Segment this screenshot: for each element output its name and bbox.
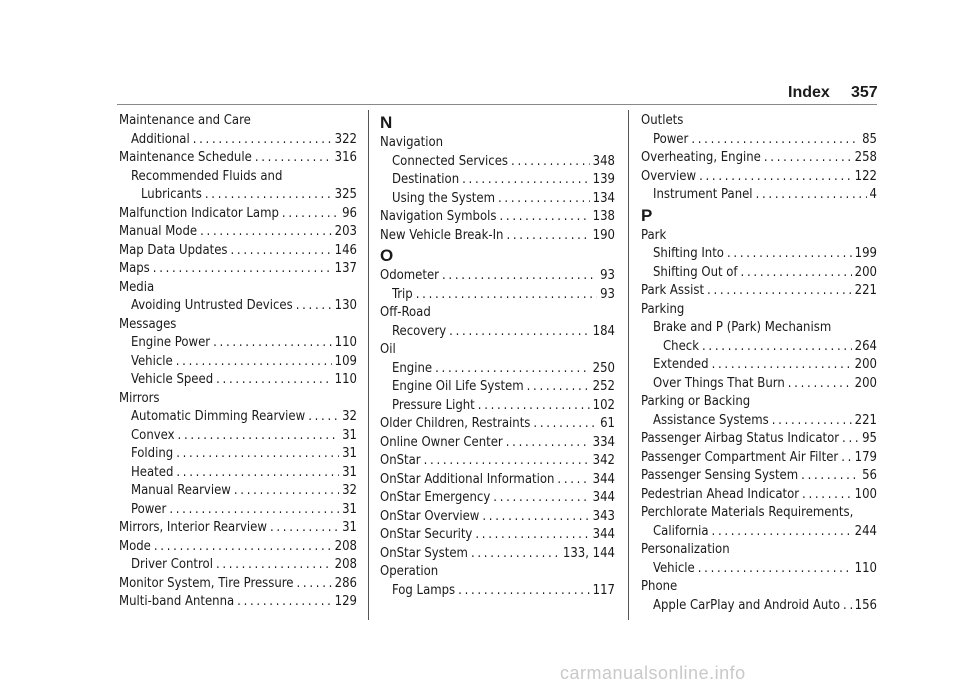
index-entry (380, 134, 615, 153)
index-entry (119, 593, 357, 612)
index-entry (380, 323, 615, 342)
dot-leader (282, 205, 339, 224)
index-entry-text: Odometer (380, 268, 439, 283)
index-entry-text: Driver Control (131, 557, 213, 572)
index-entry-text: Navigation Symbols (380, 209, 497, 224)
dot-leader (802, 486, 852, 505)
index-entry (641, 486, 877, 505)
index-entry-page: 100 (854, 486, 877, 502)
dot-leader (712, 356, 852, 375)
index-entry-page: 200 (854, 375, 877, 391)
dot-leader (727, 245, 852, 264)
dot-leader (153, 260, 332, 279)
index-entry-page: 316 (334, 150, 357, 165)
index-entry-text: Overheating, Engine (641, 150, 761, 165)
dot-leader (557, 471, 589, 490)
index-entry-page: 199 (854, 246, 877, 261)
index-entry-text: Assistance Systems (653, 412, 769, 428)
index-entry (119, 168, 357, 187)
dot-leader (449, 323, 590, 342)
index-entry-page: 134 (592, 190, 615, 206)
dot-leader (216, 556, 332, 575)
index-entry-text: Malfunction Indicator Lamp (119, 205, 279, 221)
dot-leader (308, 408, 339, 427)
index-entry-page: 258 (854, 150, 877, 165)
index-entry (119, 390, 357, 409)
index-entry (119, 538, 357, 557)
index-entry (119, 186, 357, 205)
dot-leader (213, 334, 332, 353)
index-entry-text: Multi-band Antenna (119, 594, 235, 609)
index-entry (641, 449, 877, 468)
dot-leader (255, 149, 332, 168)
index-entry (119, 297, 357, 316)
dot-leader (493, 489, 589, 508)
index-entry-text: Recommended Fluids and (131, 168, 283, 184)
dot-leader (764, 149, 852, 168)
index-entry-text: Passenger Sensing System (641, 468, 799, 483)
index-entry (380, 171, 615, 190)
index-entry (380, 286, 615, 305)
index-entry (119, 464, 357, 483)
index-entry-page: 31 (342, 501, 357, 517)
index-entry (119, 501, 357, 520)
index-entry-text: Trip (392, 286, 413, 302)
index-entry-page: 325 (334, 187, 357, 202)
dot-leader (842, 430, 859, 449)
index-entry-text: Mirrors, Interior Rearview (119, 520, 267, 535)
index-entry (119, 131, 357, 150)
index-entry-text: Online Owner Center (380, 434, 503, 450)
index-entry-page: 348 (592, 153, 615, 169)
index-entry-text: Monitor System, Tire Pressure (119, 575, 294, 591)
dot-leader (442, 267, 597, 286)
index-entry-page: 110 (334, 335, 357, 350)
dot-leader (234, 482, 339, 501)
index-entry (641, 597, 877, 616)
dot-leader (424, 452, 590, 471)
index-entry-page: 138 (592, 209, 615, 224)
index-entry-text: Navigation (380, 135, 444, 150)
index-entry-page: 244 (854, 523, 877, 539)
index-entry (641, 578, 877, 597)
index-entry (641, 338, 877, 357)
index-entry (119, 316, 357, 335)
index-entry-text: Personalization (641, 542, 730, 557)
index-entry-page: 32 (342, 483, 357, 498)
index-entry (641, 227, 877, 246)
index-entry (641, 523, 877, 542)
index-entry (641, 541, 877, 560)
index-entry-text: OnStar Overview (380, 508, 480, 524)
watermark: carmanualsonline.info (560, 663, 746, 683)
index-letter-heading: O (380, 246, 394, 265)
column-divider (368, 110, 369, 620)
dot-leader (511, 153, 590, 172)
index-entry-page: 93 (600, 286, 615, 302)
index-entry-page: 31 (342, 520, 357, 535)
index-entry-text: Mirrors (119, 390, 160, 406)
index-entry-text: Map Data Updates (119, 242, 228, 258)
index-entry-page: 344 (592, 471, 615, 487)
index-entry-text: Manual Mode (119, 224, 198, 239)
page-header (0, 84, 960, 104)
index-entry-text: Parking or Backing (641, 394, 751, 409)
dot-leader (527, 378, 590, 397)
index-entry-page: 139 (592, 172, 615, 187)
index-entry (380, 452, 615, 471)
index-entry (119, 149, 357, 168)
index-entry-page: 322 (334, 131, 357, 147)
index-entry (641, 467, 877, 486)
index-letter-heading: P (641, 205, 653, 225)
index-entry-page: 200 (854, 357, 877, 372)
index-entry-page: 146 (334, 242, 357, 258)
index-entry-page: 137 (334, 261, 357, 276)
index-entry (380, 227, 615, 246)
index-entry (641, 560, 877, 579)
index-entry-page: 4 (869, 187, 877, 202)
footer (0, 662, 960, 678)
index-entry-text: Shifting Into (653, 246, 724, 261)
index-entry-text: Parking (641, 301, 685, 317)
index-entry-text: Vehicle (653, 560, 695, 576)
index-entry (119, 482, 357, 501)
dot-leader (702, 338, 852, 357)
index-entry-page: 31 (342, 464, 357, 480)
dot-leader (458, 582, 590, 601)
index-entry (119, 445, 357, 464)
dot-leader (178, 427, 340, 446)
dot-leader (772, 412, 852, 431)
index-entry-text: Destination (392, 172, 460, 187)
index-entry-text: Older Children, Restraints (380, 416, 531, 431)
index-entry-text: OnStar Emergency (380, 490, 491, 505)
index-entry-page: 203 (334, 224, 357, 239)
index-entry-text: Outlets (641, 113, 684, 128)
index-entry (641, 375, 877, 394)
index-entry-text: Over Things That Burn (653, 375, 785, 391)
index-entry-text: Engine Power (131, 335, 211, 350)
index-entry (641, 430, 877, 449)
index-entry (641, 504, 877, 523)
index-entry-text: Apple CarPlay and Android Auto (653, 597, 841, 613)
dot-leader (506, 227, 589, 246)
index-entry-page: 130 (334, 298, 357, 313)
index-entry (380, 378, 615, 397)
index-entry (119, 371, 357, 390)
index-entry (119, 279, 357, 298)
dot-leader (200, 223, 332, 242)
index-entry-text: Perchlorate Materials Requirements, (641, 505, 854, 520)
index-entry-text: Additional (131, 131, 190, 147)
index-entry-page: 122 (854, 168, 877, 184)
index-entry-text: Power (131, 501, 167, 517)
index-entry (380, 582, 615, 601)
dot-leader (707, 282, 852, 301)
section-title: Index (788, 84, 830, 101)
index-entry-page: 31 (342, 446, 357, 461)
index-entry (119, 353, 357, 372)
index-entry (119, 519, 357, 538)
dot-leader (478, 397, 590, 416)
index-entry-page: 190 (592, 227, 615, 243)
index-entry-text: Connected Services (392, 153, 509, 169)
index-entry (380, 508, 615, 527)
dot-leader (435, 360, 590, 379)
index-entry-text: Engine (392, 360, 433, 376)
index-entry-text: Power (653, 131, 689, 147)
index-entry-page: 343 (592, 508, 615, 524)
dot-leader (788, 375, 852, 394)
dot-leader (193, 131, 332, 150)
index-entry-page: 109 (334, 353, 357, 369)
dot-leader (741, 264, 852, 283)
index-entry-page: 32 (342, 409, 357, 424)
index-entry-text: Park Assist (641, 283, 705, 298)
index-entry-text: Operation (380, 564, 439, 579)
dot-leader (712, 523, 852, 542)
dot-leader (498, 190, 590, 209)
index-entry-text: Engine Oil Life System (392, 379, 524, 394)
index-entry-text: Maintenance and Care (119, 113, 251, 128)
index-entry (119, 112, 357, 131)
index-entry (380, 526, 615, 545)
index-entry-page: 156 (854, 597, 877, 613)
index-entry-text: Heated (131, 464, 174, 480)
index-entry-text: Oil (380, 342, 396, 357)
index-entry-text: Shifting Out of (653, 264, 738, 280)
index-entry-text: Phone (641, 579, 678, 594)
dot-leader (176, 353, 332, 372)
index-entry-text: Mode (119, 538, 151, 554)
index-entry (119, 334, 357, 353)
index-column-1 (119, 112, 357, 612)
index-entry (119, 242, 357, 261)
index-entry (119, 223, 357, 242)
dot-leader (231, 242, 332, 261)
index-entry (641, 168, 877, 187)
index-entry-text: Passenger Airbag Status Indicator (641, 431, 840, 446)
dot-leader (416, 286, 597, 305)
index-entry (641, 186, 877, 205)
index-entry-text: Convex (131, 427, 175, 443)
index-entry (119, 427, 357, 446)
index-entry-text: Pedestrian Ahead Indicator (641, 486, 800, 502)
dot-leader (699, 168, 852, 187)
dot-leader (482, 508, 589, 527)
dot-leader (270, 519, 339, 538)
index-entry-text: Avoiding Untrusted Devices (131, 298, 293, 313)
index-entry-page: 102 (592, 397, 615, 413)
index-entry-page: 250 (592, 360, 615, 376)
index-entry-text: Vehicle (131, 353, 173, 369)
index-entry-text: Instrument Panel (653, 187, 753, 202)
dot-leader (499, 208, 589, 227)
dot-leader (205, 186, 332, 205)
index-entry-text: Folding (131, 446, 174, 461)
index-entry-page: 110 (854, 560, 877, 576)
index-entry (380, 397, 615, 416)
index-entry-text: New Vehicle Break-In (380, 227, 504, 243)
dot-leader (843, 597, 852, 616)
index-entry-page: 31 (342, 427, 357, 443)
dot-leader (841, 449, 851, 468)
index-entry-page: 61 (600, 416, 615, 431)
index-entry (380, 415, 615, 434)
index-entry (641, 282, 877, 301)
index-entry-page: 286 (334, 575, 357, 591)
index-entry-page: 252 (592, 379, 615, 394)
page-number: 357 (851, 84, 878, 101)
dot-leader (533, 415, 597, 434)
index-entry-page: 133, 144 (562, 545, 615, 561)
index-entry (119, 408, 357, 427)
index-entry-page: 129 (334, 594, 357, 609)
dot-leader (801, 467, 859, 486)
index-entry-page: 208 (334, 557, 357, 572)
index-entry-page: 344 (592, 490, 615, 505)
index-entry-text: OnStar (380, 453, 421, 468)
dot-leader (154, 538, 332, 557)
index-entry-page: 184 (592, 323, 615, 339)
index-entry-text: Off-Road (380, 305, 431, 320)
dot-leader (506, 434, 590, 453)
index-entry (380, 267, 615, 286)
index-entry-text: OnStar Security (380, 527, 473, 542)
index-column-3 (641, 112, 877, 615)
index-entry-page: 93 (600, 268, 615, 283)
index-entry (380, 208, 615, 227)
column-divider (628, 110, 629, 620)
index-entry-page: 208 (334, 538, 357, 554)
index-entry-text: Check (663, 338, 699, 354)
dot-leader (698, 560, 852, 579)
index-entry-text: Brake and P (Park) Mechanism (653, 320, 832, 335)
index-entry (380, 563, 615, 582)
index-entry-text: Manual Rearview (131, 483, 231, 498)
index-entry-page: 85 (862, 131, 877, 147)
index-entry (641, 393, 877, 412)
index-entry (641, 149, 877, 168)
dot-leader (169, 501, 339, 520)
index-entry-text: OnStar System (380, 545, 468, 561)
index-entry-text: Maps (119, 261, 150, 276)
index-entry-page: 56 (862, 468, 877, 483)
index-entry-page: 200 (854, 264, 877, 280)
dot-leader (216, 371, 332, 390)
index-entry (380, 341, 615, 360)
index-entry-text: Automatic Dimming Rearview (131, 409, 306, 424)
index-entry-text: Maintenance Schedule (119, 150, 252, 165)
dot-leader (475, 526, 589, 545)
dot-leader (237, 593, 332, 612)
dot-leader (176, 464, 339, 483)
index-entry-text: Using the System (392, 190, 495, 206)
index-entry (380, 434, 615, 453)
index-entry (119, 575, 357, 594)
index-entry (380, 471, 615, 490)
dot-leader (297, 575, 332, 594)
index-entry-text: Extended (653, 357, 709, 372)
dot-leader (471, 545, 560, 564)
index-entry (119, 260, 357, 279)
index-entry-text: Recovery (392, 323, 447, 339)
index-entry-text: Messages (119, 316, 177, 332)
index-entry (641, 112, 877, 131)
index-entry (641, 264, 877, 283)
index-entry-text: Vehicle Speed (131, 372, 214, 387)
index-entry-page: 95 (862, 431, 877, 446)
dot-leader (462, 171, 590, 190)
index-entry (380, 489, 615, 508)
index-entry-text: Passenger Compartment Air Filter (641, 449, 839, 465)
index-entry-text: Media (119, 279, 155, 295)
index-entry-page: 96 (342, 205, 357, 221)
index-entry-text: California (653, 523, 709, 539)
index-entry-page: 117 (592, 582, 615, 598)
index-entry-page: 264 (854, 338, 877, 354)
index-entry-page: 110 (334, 372, 357, 387)
index-entry (641, 412, 877, 431)
index-entry (119, 205, 357, 224)
dot-leader (296, 297, 332, 316)
index-entry (380, 190, 615, 209)
index-entry-page: 221 (854, 283, 877, 298)
index-entry-page: 342 (592, 453, 615, 468)
dot-leader (176, 445, 339, 464)
index-entry-text: Lubricants (141, 187, 202, 202)
index-entry (380, 360, 615, 379)
dot-leader (756, 186, 867, 205)
index-entry (641, 131, 877, 150)
index-column-2 (380, 112, 615, 600)
header-divider (117, 104, 877, 105)
index-entry (641, 356, 877, 375)
index-entry-text: Fog Lamps (392, 582, 456, 598)
index-letter-heading: N (380, 113, 393, 132)
index-entry (380, 545, 615, 564)
index-entry-text: Park (641, 227, 667, 243)
index-entry (641, 301, 877, 320)
dot-leader (691, 131, 859, 150)
index-entry-page: 179 (854, 449, 877, 465)
index-entry-text: OnStar Additional Information (380, 471, 555, 487)
index-entry-text: Pressure Light (392, 397, 475, 413)
index-entry (641, 245, 877, 264)
index-entry-page: 334 (592, 434, 615, 450)
index-entry-text: Overview (641, 168, 697, 184)
index-entry (119, 556, 357, 575)
index-entry-page: 221 (854, 412, 877, 428)
index-entry (641, 319, 877, 338)
index-entry-page: 344 (592, 527, 615, 542)
index-entry (380, 153, 615, 172)
index-entry (380, 304, 615, 323)
